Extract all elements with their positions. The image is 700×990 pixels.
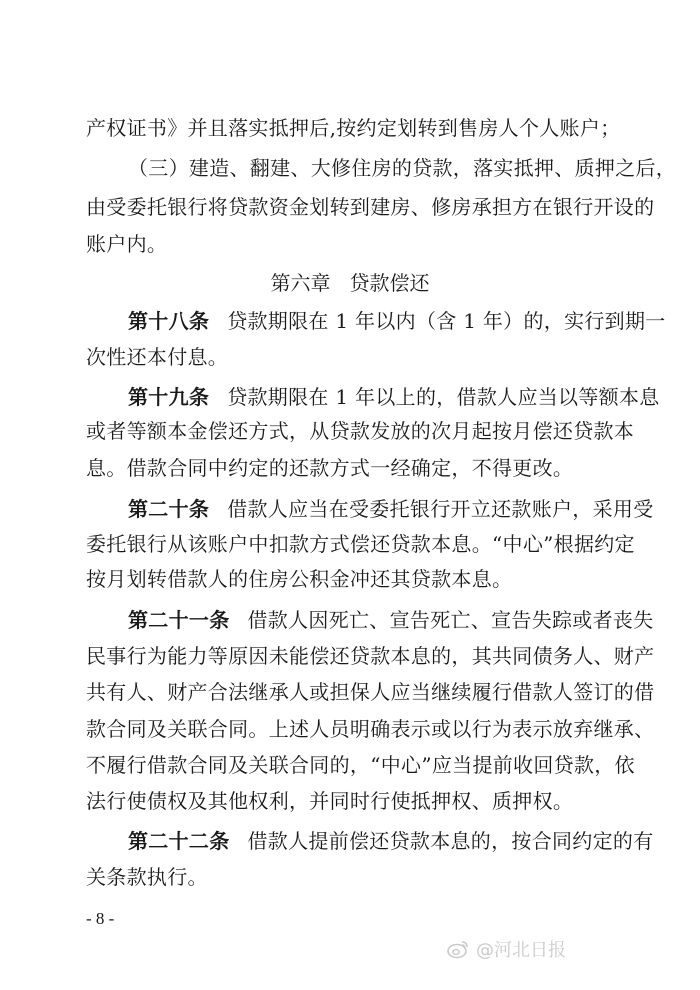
article-line: 委托银行从该账户中扣款方式偿还贷款本息。“中心”根据约定 — [86, 532, 635, 556]
page-number: - 8 - — [86, 909, 115, 928]
article-first-line — [128, 607, 654, 633]
intro-line: （三）建造、翻建、大修住房的贷款，落实抵押、质押之后， — [128, 156, 677, 180]
article-label: 第二十二条 — [128, 829, 230, 853]
article-text: 借款人提前偿还贷款本息的，按合同约定的有 — [247, 829, 654, 853]
chapter-heading: 第六章 贷款偿还 — [270, 271, 430, 295]
article-line: 不履行借款合同及关联合同的，“中心”应当提前收回贷款，依 — [86, 753, 635, 777]
article-first-line — [128, 828, 654, 854]
article-first-line — [128, 384, 660, 410]
article-line: 按月划转借款人的住房公积金冲还其贷款本息。 — [86, 567, 513, 591]
article-label: 第二十一条 — [128, 608, 230, 632]
watermark — [446, 936, 566, 962]
article-line: 或者等额本金偿还方式，从贷款发放的次月起按月偿还贷款本 — [86, 419, 635, 443]
article-label: 第十九条 — [128, 385, 210, 409]
article-text: 借款人因死亡、宣告死亡、宣告失踪或者丧失 — [247, 608, 654, 632]
article-line: 法行使债权及其他权利，并同时行使抵押权、质押权。 — [86, 789, 574, 813]
article-line: 民事行为能力等原因未能偿还贷款本息的，其共同债务人、财产 — [86, 644, 655, 668]
article-label: 第二十条 — [128, 497, 210, 521]
article-line: 关条款执行。 — [86, 865, 208, 889]
weibo-icon — [446, 939, 470, 959]
article-text: 贷款期限在 1 年以内（含 1 年）的，实行到期一 — [227, 309, 666, 333]
intro-line: 账户内。 — [86, 232, 168, 256]
article-line: 息。借款合同中约定的还款方式一经确定，不得更改。 — [86, 456, 574, 480]
article-line: 共有人、财产合法继承人或担保人应当继续履行借款人签订的借 — [86, 680, 655, 704]
article-first-line — [128, 308, 666, 334]
article-first-line — [128, 496, 654, 522]
article-text: 借款人应当在受委托银行开立还款账户，采用受 — [227, 497, 654, 521]
article-label: 第十八条 — [128, 309, 210, 333]
intro-line: 产权证书》并且落实抵押后,按约定划转到售房人个人账户； — [86, 116, 621, 140]
article-line: 款合同及关联合同。上述人员明确表示或以行为表示放弃继承、 — [86, 717, 655, 741]
article-line: 次性还本付息。 — [86, 345, 229, 369]
watermark-text: @河北日报 — [476, 940, 566, 961]
article-text: 贷款期限在 1 年以上的，借款人应当以等额本息 — [227, 385, 660, 409]
intro-line: 由受委托银行将贷款资金划转到建房、修房承担方在银行开设的 — [86, 195, 655, 219]
